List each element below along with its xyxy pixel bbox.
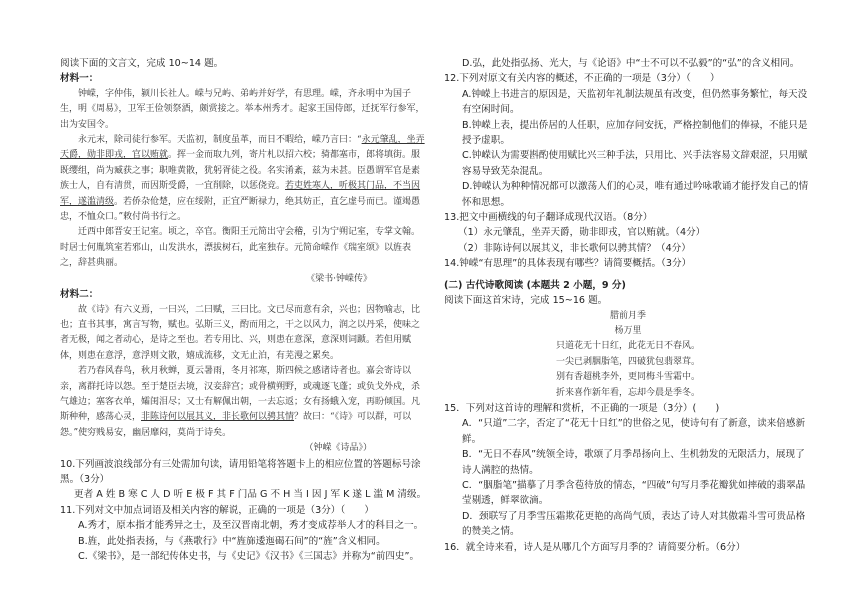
poem-title: 腊前月季: [609, 310, 646, 321]
material-one-paragraph-1: 钟嵘，字仲伟，颍川长社人。嵘与兄屿、弟屿并好学，有思理。嵘，齐永明中为国子生，明《周易》，卫军王俭领祭酒，颇赏接之。举本州秀才。起家王国侍郎，迁抚军行参军，出为安国令。: [60, 88, 425, 130]
section-two-heading: (二) 古代诗歌阅读 (本题共 2 小题，9 分): [444, 279, 626, 291]
material-one-paragraph-3: 迁西中郎晋安王记室。顷之，卒官。衡阳王元简出守会稽，引为宁朔记室，专掌文翰。时居士何胤筑室若邪山，山发洪水，漂拔树石，此室独存。元简命嵘作《瑞室颂》以旌表之，辞甚典丽。: [60, 227, 421, 269]
question-10-options: 更者 A 姓 B 寒 C 人 D 听 E 极 F 其 F 门品 G 不 H 当 I 因 J 军 K 遂 L 滥 M 清级。: [74, 489, 427, 501]
question-12-option-d: D.钟嵘认为种种情况都可以激荡人们的心灵，唯有通过吟咏歌诵才能抒发自己的情怀和思想。: [462, 181, 809, 208]
text-span: 若乃春风春鸟，秋月秋蝉，夏云暑雨，冬月祁寒，斯四候之感诸诗者也。嘉会寄诗以亲，离群托诗以怨。至于楚臣去境，汉妾辞宫；或骨横朔野，或魂逐飞蓬；或负戈外戍，杀气雄边；塞客衣单，孀闺泪尽；又士有解佩出朝，一去忘返；女有扬蛾入宠，再盼倾国。凡斯种种，感荡心灵，: [60, 366, 421, 423]
question-12: 12.下列对原文有关内容的概述，不正确的一项是（3分）（ ）: [444, 73, 720, 85]
left-column: [60, 56, 428, 564]
question-14: 14.钟嵘“有思理”的具体表现有哪些？请简要概括。（3分）: [444, 258, 692, 270]
question-15-option-c: C．“胭脂笔”描摹了月季含苞待放的情态，“四破”句写月季花瓣犹如摔破的翡翠晶莹剔透，鲜翠欲滴。: [462, 479, 806, 507]
question-11-option-b: B.旌，此处指表扬，与《燕歌行》中“旌旆逶迤碣石间”的“旌”含义相同。: [78, 535, 386, 547]
right-column: [444, 56, 812, 555]
text-span: ？故曰：“《诗》可以群，可以怨。”使穷贱易安，幽居靡闷，莫尚于诗矣。: [60, 412, 412, 438]
wavy-line-passage: 若吏姓寒人，听极其门品，不当因军，遂滥清级: [60, 181, 421, 207]
question-15-option-d: D．颈联写了月季雪压霜欺花更艳的高尚气质，表达了诗人对其傲霜斗雪可贵品格的赞美之情。: [462, 510, 806, 538]
question-12-option-b: B.钟嵘上表，提出侨居的人任职，应加存问安抚，严格控制他们的俸禄，不能只是授予虚职。: [462, 119, 808, 147]
material-two-paragraph-2: [60, 364, 428, 441]
text-span: 。若侨杂伧楚，应在绥附，正宜严断禄力，绝其妨正，直乞虚号而已。谨竭愚忠，不恤众口。”敕付尚书行之。: [60, 196, 421, 223]
question-12-option-a: A.钟嵘上书进言的原因是，天监初年礼制法规虽有改变，但仍然事务繁忙，每天没有空闲时间。: [462, 88, 808, 116]
question-11-option-a: A.秀才，原本指才能秀异之士，及至汉晋南北朝，秀才变成荐举人才的科目之一。: [78, 520, 424, 532]
question-13-part-2: （2）非陈诗何以展其义，非长歌何以骋其情？（4分）: [458, 242, 691, 254]
question-12-option-c: C.钟嵘认为需要斟酌使用赋比兴三种手法，只用比、兴手法容易文辞艰涩，只用赋容易导致芜杂混乱。: [462, 150, 808, 177]
question-15-option-b: B．“无日不春风”统领全诗，歌颂了月季昂扬向上、生机勃发的无限活力，展现了诗人满腔的热情。: [462, 449, 805, 476]
poem-author: 杨万里: [614, 325, 642, 336]
question-10: 10.下列画波浪线部分有三处需加句读，请用铅笔将答题卡上的相应位置的答题标号涂黑。（3分）: [60, 458, 421, 485]
material-two-label: 材料二：: [60, 289, 99, 301]
poem-line-2: 一尖已剥胭脂笔，四破犹包翡翠茸。: [555, 356, 700, 367]
question-11-option-d: D.弘，此处指弘扬、光大，与《论语》中“士不可以不弘毅”的“弘”的含义相同。: [462, 58, 800, 69]
text-span: 永元末，除司徒行参军。天监初，制度虽革，而日不暇给，嵘乃言曰：“: [78, 135, 362, 146]
question-16: 16．就全诗来看，诗人是从哪几个方面写月季的？请简要分析。（6分）: [444, 541, 746, 553]
question-15: 15．下列对这首诗的理解和赏析，不正确的一项是（3分）( ): [444, 402, 720, 414]
question-15-option-a: A．“只道”二字，否定了“花无十日红”的世俗之见，使诗句有了新意，读来倍感新鲜。: [462, 418, 806, 445]
underlined-sentence-2: 非陈诗何以展其义，非长歌何以骋其情: [141, 412, 295, 423]
question-13: 13.把文中画横线的句子翻译成现代汉语。（8分）: [444, 212, 653, 224]
question-11-option-c: C.《梁书》，是一部纪传体史书，与《史记》《汉书》《三国志》并称为“前四史”。: [78, 551, 420, 562]
material-one-source: 《梁书·钟嵘传》: [306, 273, 372, 284]
poem-line-4: 折来喜作新年看，忘却今晨是季冬。: [555, 387, 700, 398]
poem-line-3: 别有香超桃李外，更同梅斗雪霜中。: [555, 372, 700, 383]
reading-intro: 阅读下面的文言文，完成 10~14 题。: [60, 58, 224, 69]
material-two-paragraph-1: 故《诗》有六义焉，一曰兴，二曰赋，三曰比。文已尽而意有余，兴也；因物喻志，比也；直书其事，寓言写物，赋也。弘斯三义，酌而用之，干之以风力，润之以丹采，使味之者无极，闻之者动心，是诗之至也。若专用比、兴，则患在意深，意深则词踬。若但用赋体，则患在意浮，意浮则文散，嬉成流移，文无止泊，有芜漫之累矣。: [60, 304, 421, 361]
material-two-source: （钟嵘《诗品》）: [304, 443, 372, 454]
text-span: 。挥一金而取九列，寄片札以招六校；骑都塞市，郎将填街。服既缨组，尚为臧获之事；职唯黄散，犹躬胥徒之役。名实淆紊，兹为未甚。臣愚谓军官是素族士人，自有清贯，而因斯受爵，一宜削除，以惩侥竞。: [60, 150, 421, 192]
poem-line-1: 只道花无十日红，此花无日不春风。: [555, 341, 700, 352]
question-11: 11.下列对文中加点词语及相关内容的解说，正确的一项是（3分）（ ）: [60, 504, 374, 516]
material-one-label: 材料一：: [60, 73, 99, 85]
section-two-intro: 阅读下面这首宋诗，完成 15~16 题。: [444, 295, 608, 307]
underlined-sentence-1: 永元肇乱，坐弄天爵，勋非即戎，官以贿就: [60, 135, 425, 161]
question-13-part-1: （1）永元肇乱，坐弄天爵，勋非即戎，官以贿就。（4分）: [458, 227, 706, 239]
material-one-paragraph-2: [60, 133, 428, 225]
